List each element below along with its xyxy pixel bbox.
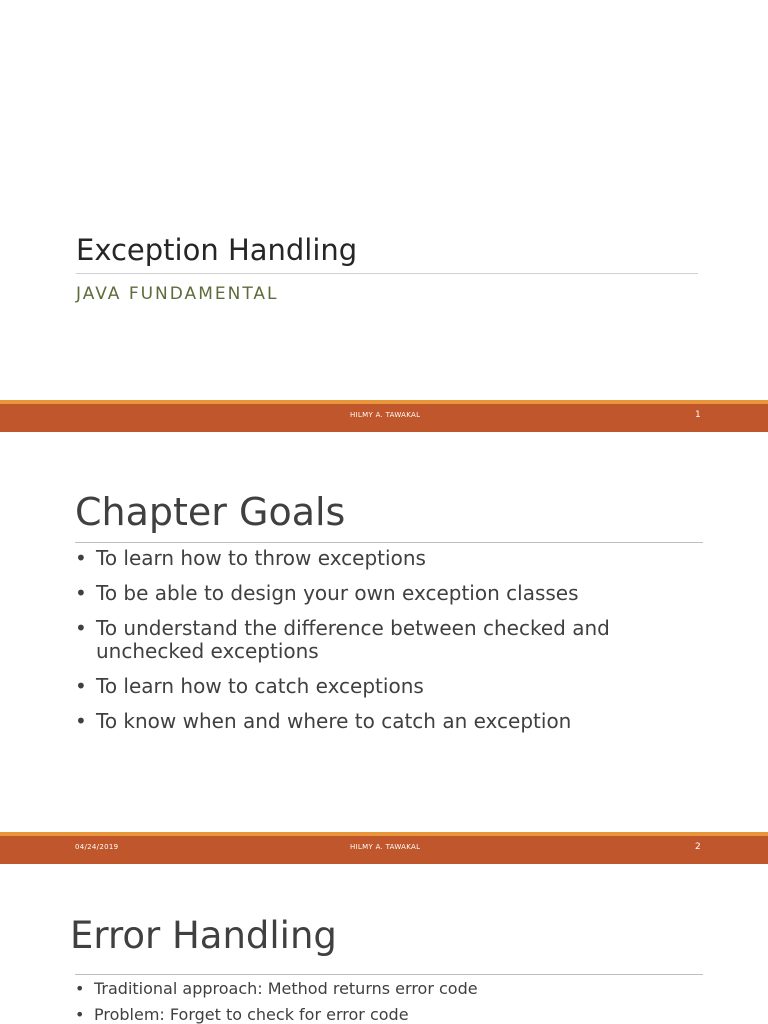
bullet-item: • To learn how to catch exceptions (75, 675, 715, 698)
bullet-item: • Problem: Forget to check for error code (75, 1005, 715, 1024)
slide-1 (0, 0, 768, 400)
footer-author: HILMY A. TAWAKAL (350, 411, 421, 419)
bullet-list (75, 979, 715, 1024)
bullet-item: • To know when and where to catch an exception (75, 710, 715, 733)
slide-footer (0, 832, 768, 864)
bullet-item: • To understand the difference between checked and unchecked exceptions (75, 617, 715, 663)
bullet-list (75, 547, 715, 745)
footer-date: 04/24/2019 (75, 843, 119, 851)
footer-page-number: 1 (695, 410, 701, 420)
slide-title: Error Handling (70, 914, 337, 957)
bullet-item: • Traditional approach: Method returns error code (75, 979, 715, 999)
slide-3 (0, 864, 768, 1024)
slide-subtitle: JAVA FUNDAMENTAL (76, 284, 279, 304)
title-divider (75, 974, 703, 975)
title-divider (76, 273, 698, 274)
bullet-item: • To be able to design your own exception classes (75, 582, 715, 605)
bullet-item: • To learn how to throw exceptions (75, 547, 715, 570)
footer-page-number: 2 (695, 842, 701, 852)
slide-title: Chapter Goals (75, 490, 346, 534)
slide-title: Exception Handling (76, 233, 358, 267)
footer-author: HILMY A. TAWAKAL (350, 843, 421, 851)
slide-2 (0, 432, 768, 832)
slide-footer (0, 400, 768, 432)
title-divider (75, 542, 703, 543)
